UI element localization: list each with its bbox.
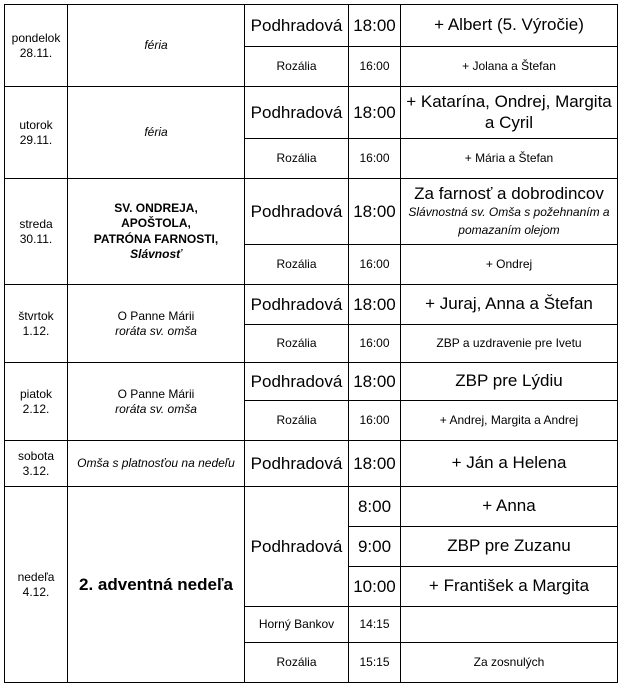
place-cell: Rozália [245,245,349,285]
place-cell: Horný Bankov [245,607,349,643]
table-row [5,179,618,245]
time-cell: 16:00 [349,47,401,87]
intention-cell: + Mária a Štefan [401,139,618,179]
day-cell [5,363,68,441]
time-cell: 16:00 [349,401,401,441]
time-cell: 16:00 [349,245,401,285]
occasion-cell [68,363,245,441]
time-cell: 15:15 [349,643,401,683]
time-cell: 10:00 [349,567,401,607]
day-name: pondelok [11,30,61,45]
time-cell: 16:00 [349,139,401,179]
feast-rank: Slávnosť [130,247,182,262]
day-date: 2.12. [22,401,50,416]
intention-cell [401,607,618,643]
place-cell: Rozália [245,643,349,683]
intention-cell: + Jolana a Štefan [401,47,618,87]
time-cell: 8:00 [349,487,401,527]
day-cell [5,179,68,285]
day-name: utorok [19,117,53,132]
place-cell: Rozália [245,325,349,363]
intention-cell: ZBP a uzdravenie pre Ivetu [401,325,618,363]
day-date: 3.12. [22,463,50,478]
day-date: 1.12. [22,323,50,338]
day-date: 29.11. [19,132,53,147]
place-cell: Podhradová [245,285,349,325]
occasion-cell [68,87,245,179]
mass-schedule-table [4,4,618,683]
day-cell [5,87,68,179]
occasion-text: Omša s platnosťou na nedeľu [77,456,235,470]
intention-cell: + Ján a Helena [401,441,618,487]
time-cell: 9:00 [349,527,401,567]
place-cell: Rozália [245,47,349,87]
place-cell: Podhradová [245,363,349,401]
intention-cell [401,179,618,245]
feast-line: PATRÓNA FARNOSTI, [93,231,219,246]
occasion-subtext: roráta sv. omša [115,401,197,416]
day-name: štvrtok [18,308,54,323]
intention-cell: ZBP pre Lýdiu [401,363,618,401]
day-cell [5,5,68,87]
place-cell: Rozália [245,139,349,179]
day-cell [5,285,68,363]
occasion-subtext: roráta sv. omša [115,323,197,338]
occasion-cell [68,285,245,363]
time-cell: 18:00 [349,179,401,245]
time-cell: 14:15 [349,607,401,643]
occasion-text: O Panne Márii [117,386,195,401]
place-cell: Podhradová [245,5,349,47]
day-name: streda [19,216,53,231]
time-cell: 18:00 [349,363,401,401]
occasion-text: féria [144,125,168,139]
intention-cell: + Andrej, Margita a Andrej [401,401,618,441]
time-cell: 18:00 [349,441,401,487]
intention-cell: + Juraj, Anna a Štefan [401,285,618,325]
day-name: piatok [19,386,53,401]
day-date: 30.11. [19,231,53,246]
table-row [5,87,618,139]
time-cell: 18:00 [349,5,401,47]
occasion-cell [68,179,245,285]
intention-cell: + Anna [401,487,618,527]
feast-line: APOŠTOLA, [121,216,191,231]
intention-cell: Za zosnulých [401,643,618,683]
day-date: 28.11. [19,45,53,60]
day-name: nedeľa [17,569,55,584]
occasion-cell [68,5,245,87]
intention-text: Za farnosť a dobrodincov [414,183,604,203]
time-cell: 16:00 [349,325,401,363]
day-name: sobota [17,448,55,463]
place-cell: Podhradová [245,179,349,245]
day-cell [5,441,68,487]
intention-cell: + Katarína, Ondrej, Margita a Cyril [401,87,618,139]
intention-cell: + Ondrej [401,245,618,285]
time-cell: 18:00 [349,285,401,325]
feast-line: SV. ONDREJA, [114,200,198,215]
place-cell: Podhradová [245,87,349,139]
table-row [5,5,618,47]
intention-cell: + Albert (5. Výročie) [401,5,618,47]
intention-cell: ZBP pre Zuzanu [401,527,618,567]
occasion-cell [68,441,245,487]
table-row [5,487,618,527]
occasion-cell [68,487,245,683]
occasion-text: 2. adventná nedeľa [79,574,233,594]
table-row [5,441,618,487]
occasion-text: féria [144,38,168,52]
occasion-text: O Panne Márii [117,308,195,323]
time-cell: 18:00 [349,87,401,139]
day-date: 4.12. [22,584,50,599]
place-cell: Rozália [245,401,349,441]
intention-note: Slávnostná sv. Omša s požehnaním a pomazaním olejom [408,205,610,237]
table-row [5,285,618,325]
place-cell: Podhradová [245,487,349,607]
place-cell: Podhradová [245,441,349,487]
intention-cell: + František a Margita [401,567,618,607]
day-cell [5,487,68,683]
table-row [5,363,618,401]
